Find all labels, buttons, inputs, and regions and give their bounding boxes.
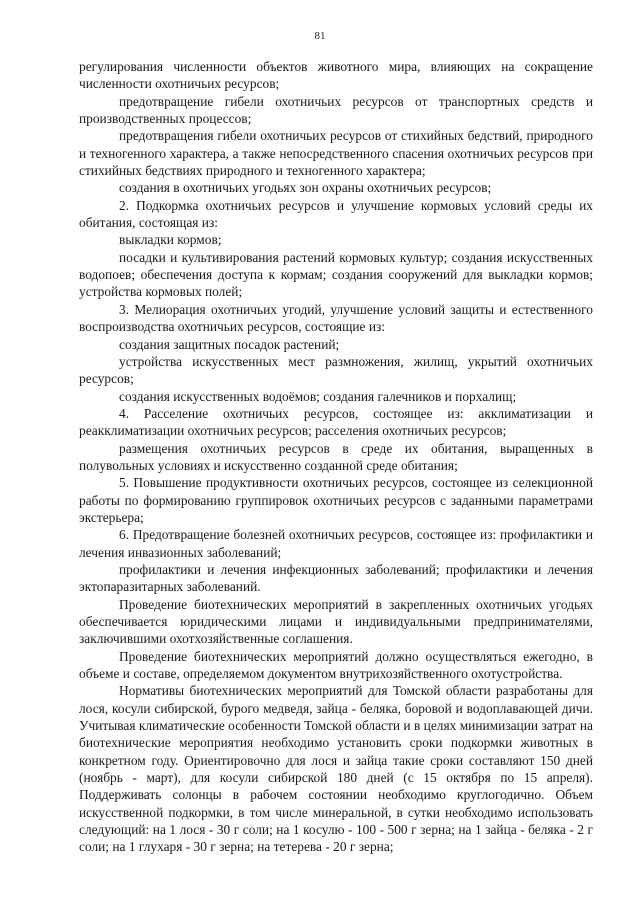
paragraph: посадки и культивирования растений кормовых культур; создания искусственных водопоев; обеспечения доступа к кормам; создания сооружений для выкладки кормов; устройства кормовых полей; [79,249,593,300]
page-number: 81 [314,30,326,42]
paragraph: предотвращение гибели охотничьих ресурсов от транспортных средств и производственных процессов; [79,93,593,127]
paragraph: создания защитных посадок растений; [119,336,340,352]
paragraph: 4. Расселение охотничьих ресурсов, состоящее из: акклиматизации и реакклиматизации охотничьих ресурсов; расселения охотничьих ресурсов; [79,405,593,439]
paragraph: 2. Подкормка охотничьих ресурсов и улучшение кормовых условий среды их обитания, состоящая из: [79,197,593,231]
paragraph: размещения охотничьих ресурсов в среде их обитания, выращенных в полувольных условиях и искусственно созданной среде обитания; [79,440,593,473]
paragraph: предотвращения гибели охотничьих ресурсов от стихийных бедствий, природного и техногенного характера, а также непосредственного спасения охотничьих ресурсов при стихийных бедствиях природного и техногенного характера; [79,128,593,179]
paragraph: профилактики и лечения инфекционных заболеваний; профилактики и лечения эктопаразитарных заболеваний. [79,561,593,595]
paragraph: создания в охотничьих угодьях зон охраны охотничьих ресурсов; [119,180,492,196]
paragraph: Проведение биотехнических мероприятий должно осуществляться ежегодно, в объеме и составе, определяемом документом внутрихозяйственного охотустройства. [79,648,593,682]
paragraph: Проведение биотехнических мероприятий в закрепленных охотничьих угодьях обеспечивается юридическими лицами и индивидуальными предпринимателями, заключившими охотхозяйственные соглашения. [79,596,593,647]
paragraph: 5. Повышение продуктивности охотничьих ресурсов, состоящее из селекционной работы по формированию группировок охотничьих ресурсов с заданными параметрами экстерьера; [79,475,593,525]
paragraph: 6. Предотвращение болезней охотничьих ресурсов, состоящее из: профилактики и лечения инвазионных заболеваний; [79,527,593,560]
paragraph: устройства искусственных мест размножения, жилищ, укрытий охотничьих ресурсов; [79,353,593,387]
paragraph: регулирования численности объектов животного мира, влияющих на сокращение численности охотничьих ресурсов; [79,59,593,92]
paragraph: выкладки кормов; [119,232,222,248]
document-body [79,58,593,856]
paragraph: 3. Мелиорация охотничьих угодий, улучшение условий защиты и естественного воспроизводства охотничьих ресурсов, состоящие из: [79,301,593,335]
paragraph: Нормативы биотехнических мероприятий для Томской области разработаны для лося, косули сибирской, бурого медведя, зайца - беляка, боровой и водоплавающей дичи. Учитывая климатические особенности Томской области и в целях минимизации затрат на биотехнические мероприятия необходимо установить сроки подкормки животных в конкретном году. Ориентировочно для лося и зайца такие сроки составляют 150 дней (ноябрь - март), для косули сибирской 180 дней (с 15 октября по 15 апреля). Поддерживать солонцы в рабочем состоянии необходимо круглогодично. Объем искусственной подкормки, в том числе минеральной, в сутки необходимо использовать следующий: на 1 лося - 30 г соли; на 1 косулю - 100 - 500 г зерна; на 1 зайца - беляка - 2 г соли; на 1 глухаря - 30 г зерна; на тетерева - 20 г зерна; [79,683,593,855]
paragraph: создания искусственных водоёмов; создания галечников и порхалищ; [119,388,517,404]
